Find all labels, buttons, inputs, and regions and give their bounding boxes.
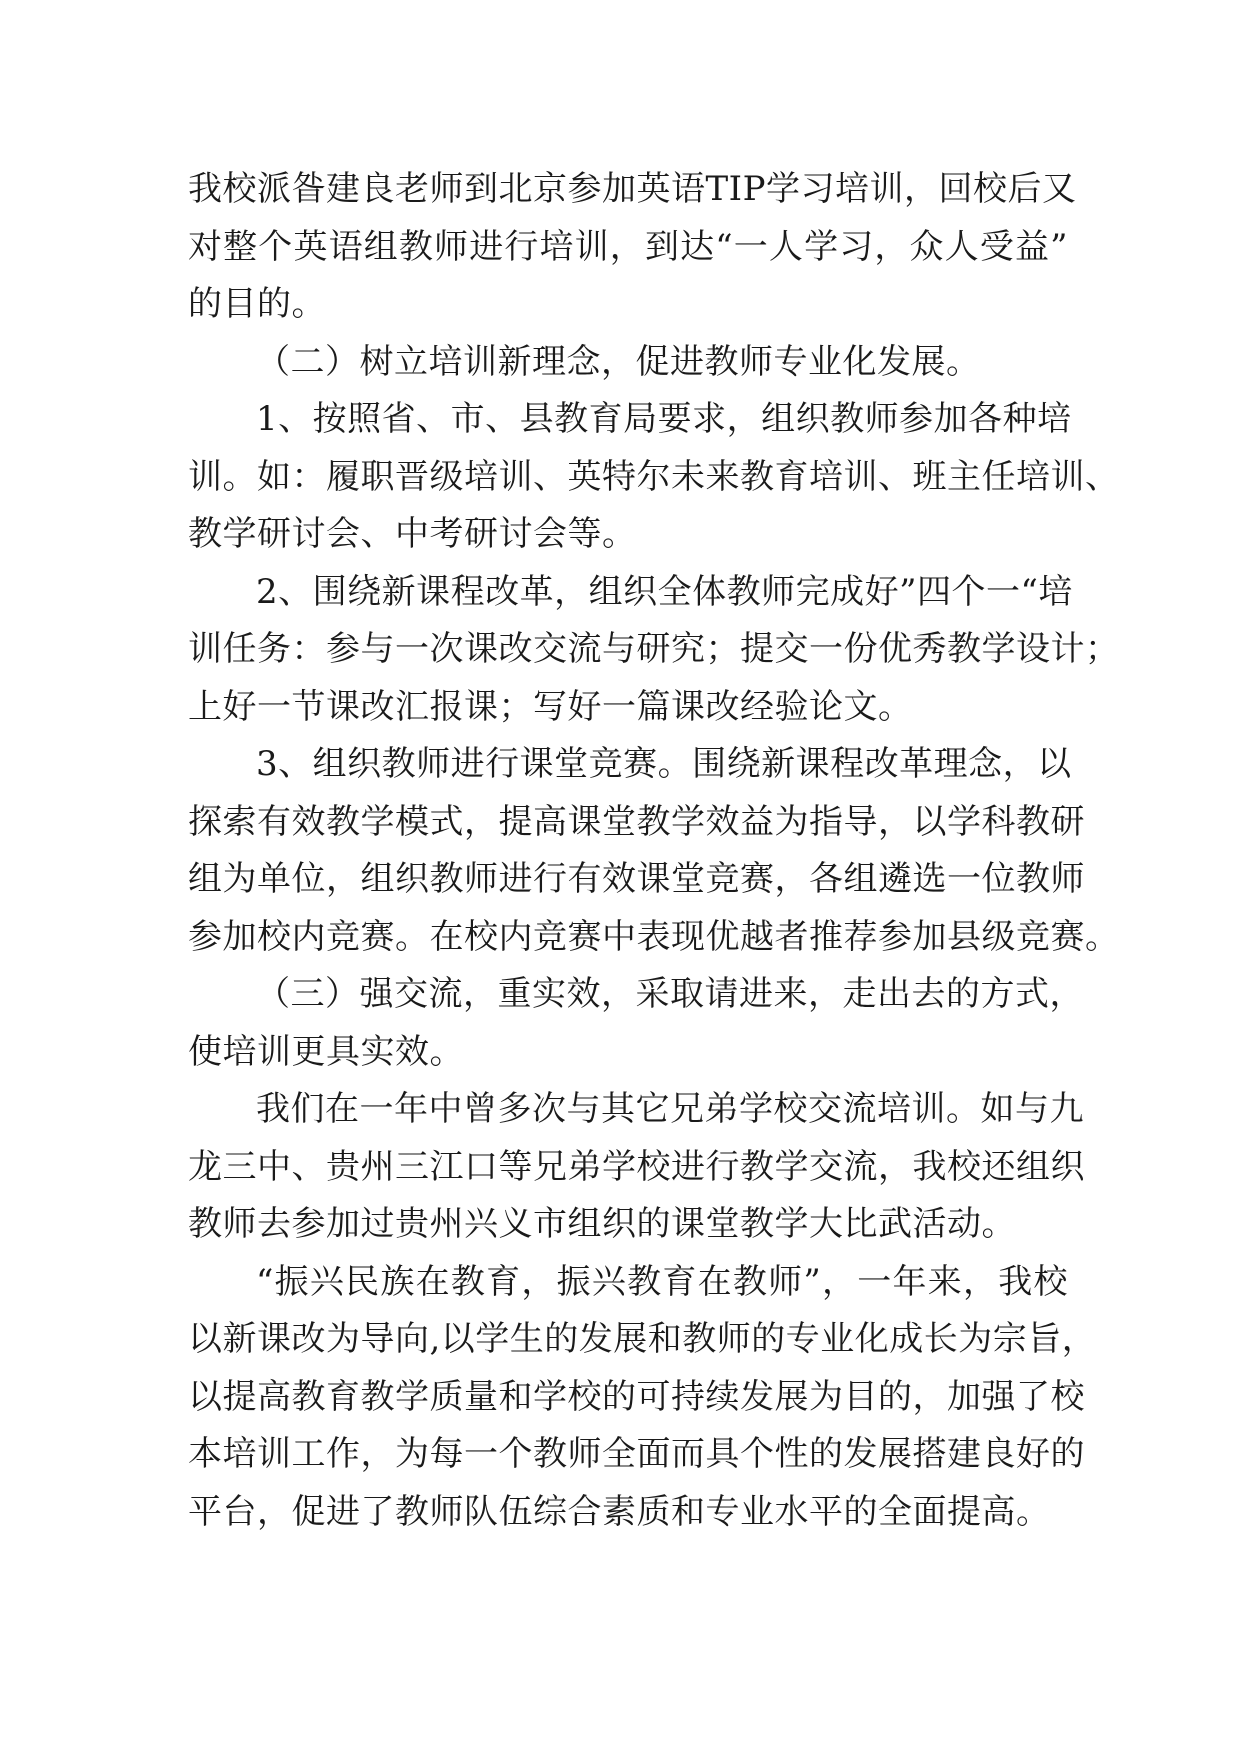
text-line: 组为单位，组织教师进行有效课堂竞赛，各组遴选一位教师 xyxy=(188,859,1085,899)
text-line: “振兴民族在教育，振兴教育在教师”，一年来，我校 xyxy=(256,1261,1068,1302)
text-line: 以提高教育教学质量和学校的可持续发展为目的，加强了校 xyxy=(188,1376,1085,1417)
body-text xyxy=(188,161,1120,1541)
text-line: 3、组织教师进行课堂竞赛。围绕新课程改革理念，以 xyxy=(256,744,1072,784)
section-heading: （二）树立培训新理念，促进教师专业化发展。 xyxy=(256,341,981,382)
text-line: 训。如：履职晋级培训、英特尔未来教育培训、班主任培训、 xyxy=(188,456,1120,497)
text-line: 训任务：参与一次课改交流与研究；提交一份优秀教学设计； xyxy=(188,629,1120,669)
text-line: 我校派昝建良老师到北京参加英语TIP学习培训，回校后又 xyxy=(188,169,1077,209)
section-heading: （三）强交流，重实效，采取请进来，走出去的方式， xyxy=(256,974,1084,1014)
text-line: 使培训更具实效。 xyxy=(188,1031,464,1072)
text-line: 上好一节课改汇报课；写好一篇课改经验论文。 xyxy=(188,686,913,727)
text-line: 本培训工作，为每一个教师全面而具个性的发展搭建良好的 xyxy=(188,1434,1085,1474)
text-line: 对整个英语组教师进行培训，到达“一人学习，众人受益” xyxy=(188,226,1068,267)
text-line: 教学研讨会、中考研讨会等。 xyxy=(188,514,637,554)
text-line: 参加校内竞赛。在校内竞赛中表现优越者推荐参加县级竞赛。 xyxy=(188,916,1120,957)
text-line: 龙三中、贵州三江口等兄弟学校进行教学交流，我校还组织 xyxy=(188,1146,1085,1187)
text-line: 1、按照省、市、县教育局要求，组织教师参加各种培 xyxy=(256,399,1072,439)
text-line: 2、围绕新课程改革，组织全体教师完成好”四个一“培 xyxy=(256,571,1073,612)
text-line: 探索有效教学模式，提高课堂教学效益为指导，以学科教研 xyxy=(188,801,1085,842)
text-line: 平台，促进了教师队伍综合素质和专业水平的全面提高。 xyxy=(188,1491,1051,1532)
text-line: 教师去参加过贵州兴义市组织的课堂教学大比武活动。 xyxy=(188,1204,1016,1244)
text-line: 的目的。 xyxy=(188,284,326,324)
text-line: 我们在一年中曾多次与其它兄弟学校交流培训。如与九 xyxy=(256,1089,1084,1129)
text-line: 以新课改为导向,以学生的发展和教师的专业化成长为宗旨， xyxy=(188,1319,1097,1359)
